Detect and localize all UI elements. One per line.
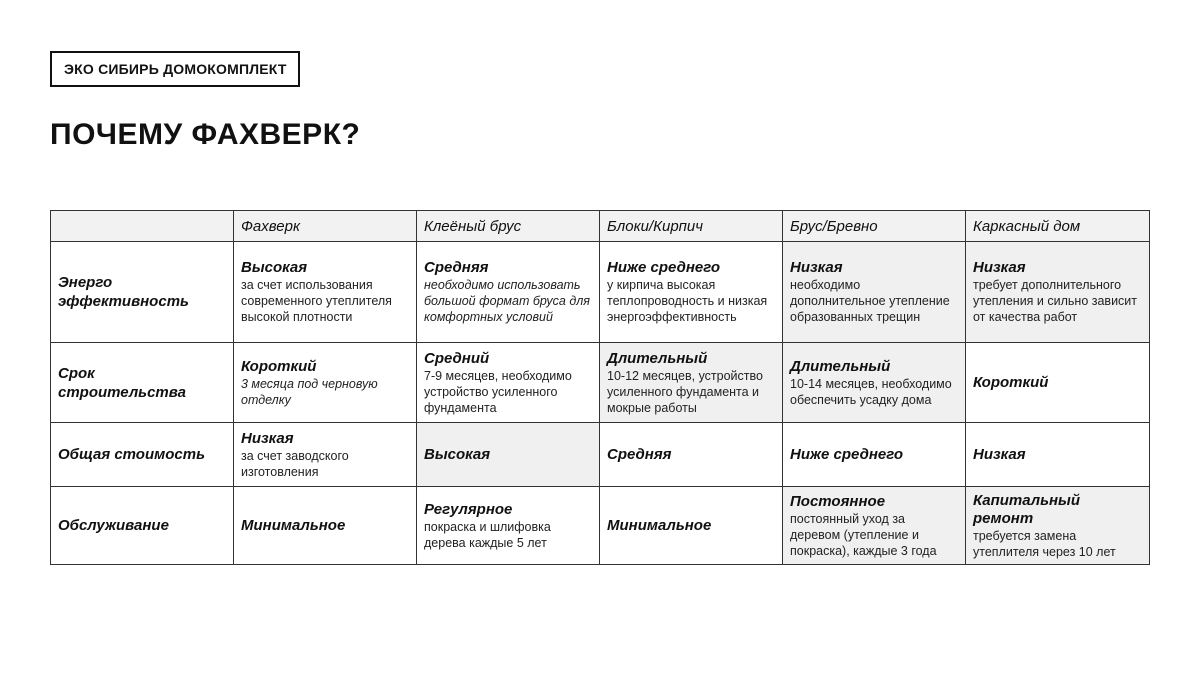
table-cell — [966, 423, 1150, 487]
cell-value: Средняя — [424, 259, 489, 276]
cell-value: Регулярное — [424, 500, 513, 518]
table-row-construction-time — [51, 343, 1150, 423]
header-cell-glulam: Клеёный брус — [417, 211, 600, 242]
cell-note: покраска и шлифовка дерева каждые 5 лет — [424, 519, 551, 550]
table-cell — [600, 242, 783, 343]
brand-label: ЭКО СИБИРЬ ДОМОКОМПЛЕКТ — [50, 51, 300, 87]
cell-note: у кирпича высокая теплопроводность и низкая энергоэффективность — [607, 278, 768, 324]
row-label: Обслуживание — [51, 487, 234, 565]
row-label: Общая стоимость — [51, 423, 234, 487]
table-cell — [234, 423, 417, 487]
comparison-table — [50, 210, 1150, 565]
table-row-energy-efficiency — [51, 242, 1150, 343]
header-cell-blocks-brick: Блоки/Кирпич — [600, 211, 783, 242]
cell-note: 10-14 месяцев, необходимо обеспечить усадку дома — [790, 376, 952, 407]
table-cell — [234, 242, 417, 343]
header-cell-timber-log: Брус/Бревно — [783, 211, 966, 242]
cell-value: Короткий — [973, 373, 1049, 391]
header-cell-fachwerk: Фахверк — [234, 211, 417, 242]
table-cell — [783, 343, 966, 423]
table-header-row — [51, 211, 1150, 242]
table-cell — [783, 242, 966, 343]
table-row-maintenance — [51, 487, 1150, 565]
cell-note: 3 месяца под черновую отделку — [241, 376, 378, 407]
page-title: ПОЧЕМУ ФАХВЕРК? — [50, 118, 361, 151]
table-cell — [234, 487, 417, 565]
row-label: Срок строительства — [51, 343, 234, 423]
cell-value: Ниже среднего — [607, 259, 721, 276]
table-cell — [417, 242, 600, 343]
cell-note: 10-12 месяцев, устройство усиленного фундамента и мокрые работы — [607, 368, 763, 415]
cell-note: за счет заводского изготовления — [241, 448, 349, 479]
table-cell — [417, 343, 600, 423]
cell-note: за счет использования современного утеплителя высокой плотности — [241, 278, 392, 324]
table-cell — [234, 343, 417, 423]
cell-value: Низкая — [241, 429, 294, 447]
cell-value: Средняя — [607, 445, 672, 463]
cell-note: требует дополнительного утепления и сильно зависит от качества работ — [973, 278, 1138, 324]
cell-note: постоянный уход за деревом (утепление и покраска), каждые 3 года — [790, 511, 937, 558]
cell-value: Высокая — [424, 445, 491, 463]
cell-value: Высокая — [241, 259, 308, 276]
cell-note: необходимо дополнительное утепление образованных трещин — [790, 278, 950, 324]
row-label: Энерго эффективность — [51, 242, 234, 343]
table-cell — [600, 423, 783, 487]
table-cell — [600, 343, 783, 423]
cell-value: Длительный — [790, 357, 891, 375]
cell-value: Минимальное — [241, 516, 346, 534]
cell-note: 7-9 месяцев, необходимо устройство усиленного фундамента — [424, 368, 572, 415]
cell-value: Средний — [424, 349, 490, 367]
table-cell — [783, 487, 966, 565]
cell-note: необходимо использовать большой формат бруса для комфортных условий — [424, 278, 590, 324]
table-cell — [966, 487, 1150, 565]
cell-value: Минимальное — [607, 516, 712, 534]
cell-value: Ниже среднего — [790, 445, 904, 463]
cell-value: Низкая — [790, 259, 843, 276]
table-cell — [417, 487, 600, 565]
header-cell-empty — [51, 211, 234, 242]
cell-note: требуется замена утеплителя через 10 лет — [973, 528, 1116, 559]
cell-value: Низкая — [973, 259, 1026, 276]
cell-value: Длительный — [607, 349, 708, 367]
cell-value: Капитальный ремонт — [973, 491, 1081, 527]
table-cell — [783, 423, 966, 487]
cell-value: Короткий — [241, 357, 317, 375]
table-cell — [966, 343, 1150, 423]
table-row-total-cost — [51, 423, 1150, 487]
table-cell — [966, 242, 1150, 343]
cell-value: Постоянное — [790, 492, 886, 510]
header-cell-frame-house: Каркасный дом — [966, 211, 1150, 242]
table-cell — [600, 487, 783, 565]
table-cell — [417, 423, 600, 487]
cell-value: Низкая — [973, 445, 1026, 463]
